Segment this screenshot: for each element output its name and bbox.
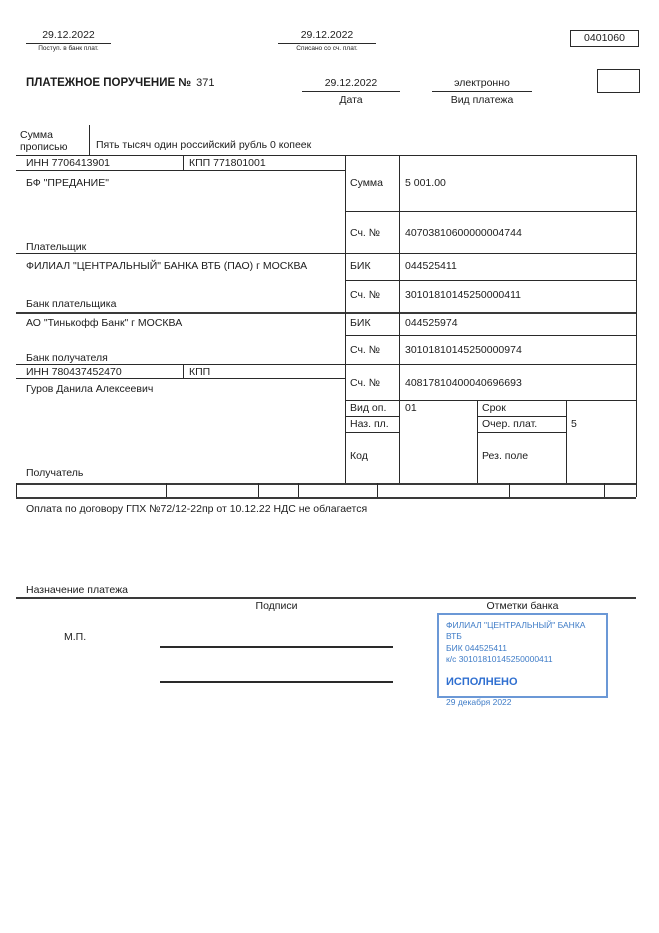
row-line xyxy=(345,416,399,417)
amount-words-divider xyxy=(89,125,90,155)
stamp-date: 29 декабря 2022 xyxy=(446,696,512,707)
signature-line-1 xyxy=(160,646,393,648)
date-debited-caption: Списано со сч. плат. xyxy=(296,45,358,52)
section-line xyxy=(16,497,636,499)
signatures-caption: Подписи xyxy=(255,600,298,612)
payment-type-underline xyxy=(432,91,532,92)
cell-divider xyxy=(16,483,17,497)
cell-divider xyxy=(298,483,299,497)
table-vertical xyxy=(566,400,567,483)
code-label: Код xyxy=(350,450,368,462)
cell-divider xyxy=(166,483,167,497)
row-line xyxy=(16,253,636,254)
payer-bank-bik: 044525411 xyxy=(405,260,457,272)
priority-label: Очер. плат. xyxy=(482,418,538,430)
payer-bank-caption: Банк плательщика xyxy=(26,298,117,310)
section-line xyxy=(16,483,636,485)
stamp-corr-account: к/с 30101810145250000411 xyxy=(446,654,553,665)
amount-value: 5 001.00 xyxy=(405,177,446,189)
payee-account-label: Сч. № xyxy=(350,377,381,389)
amount-in-words-label: Сумма прописью xyxy=(20,129,68,154)
bank-stamp xyxy=(437,613,608,707)
document-date-caption: Дата xyxy=(339,94,363,106)
payee-bank-caption: Банк получателя xyxy=(26,352,108,364)
row-line xyxy=(345,335,636,336)
amount-label: Сумма xyxy=(350,177,383,189)
table-vertical xyxy=(477,400,478,483)
payment-purpose-caption: Назначение платежа xyxy=(26,584,128,596)
inn-kpp-divider xyxy=(183,155,184,170)
payer-account: 40703810600000004744 xyxy=(405,227,522,239)
inn-kpp-divider xyxy=(183,364,184,378)
cell-divider xyxy=(377,483,378,497)
cell-divider xyxy=(258,483,259,497)
stamp-bank-name: ФИЛИАЛ "ЦЕНТРАЛЬНЫЙ" БАНКА ВТБ xyxy=(446,620,586,642)
stamp-status: ИСПОЛНЕНО xyxy=(446,675,518,688)
payer-bank-corr: 30101810145250000411 xyxy=(405,289,522,301)
payer-kpp: КПП 771801001 xyxy=(189,157,266,169)
priority-value: 5 xyxy=(571,418,577,430)
reserve-field-label: Рез. поле xyxy=(482,450,529,462)
row-line xyxy=(477,416,566,417)
table-vertical xyxy=(345,155,346,483)
payee-caption: Получатель xyxy=(26,467,84,479)
section-line xyxy=(16,597,636,599)
row-line xyxy=(16,378,345,379)
row-line xyxy=(345,280,636,281)
payee-bank-bik: 044525974 xyxy=(405,317,458,329)
stamp-bik: БИК 044525411 xyxy=(446,642,507,653)
date-debited-value: 29.12.2022 xyxy=(300,29,354,41)
document-title: ПЛАТЕЖНОЕ ПОРУЧЕНИЕ № xyxy=(26,77,192,89)
payer-inn: ИНН 7706413901 xyxy=(26,157,111,169)
document-number: 371 xyxy=(196,77,215,89)
payee-account: 40817810400040696693 xyxy=(405,377,522,389)
payer-bank-corr-label: Сч. № xyxy=(350,289,381,301)
date-received-caption: Поступ. в банк плат. xyxy=(38,45,99,52)
cell-divider xyxy=(636,483,637,497)
payee-bank-corr: 30101810145250000974 xyxy=(405,344,522,356)
term-label: Срок xyxy=(482,402,506,414)
row-line xyxy=(16,364,636,365)
section-line xyxy=(16,312,636,314)
payment-type-value: электронно xyxy=(454,77,510,89)
payer-caption: Плательщик xyxy=(26,241,87,253)
empty-code-box xyxy=(597,69,640,93)
payee-bank-bik-label: БИК xyxy=(350,317,371,329)
stamp-place-label: М.П. xyxy=(64,631,87,643)
payee-bank-name: АО "Тинькофф Банк" г МОСКВА xyxy=(26,317,183,329)
op-type-label: Вид оп. xyxy=(350,402,387,414)
table-vertical xyxy=(636,155,637,483)
payee-inn: ИНН 780437452470 xyxy=(26,366,122,378)
row-line xyxy=(16,155,636,156)
row-line xyxy=(345,400,636,401)
row-line xyxy=(477,432,566,433)
payer-account-label: Сч. № xyxy=(350,227,381,239)
date-received-value: 29.12.2022 xyxy=(42,29,95,41)
payee-bank-corr-label: Сч. № xyxy=(350,344,381,356)
form-code: 0401060 xyxy=(584,32,625,44)
payee-name: Гуров Данила Алексеевич xyxy=(26,383,154,395)
row-line xyxy=(16,170,345,171)
payer-bank-name: ФИЛИАЛ "ЦЕНТРАЛЬНЫЙ" БАНКА ВТБ (ПАО) г МОСКВА xyxy=(26,260,308,272)
payment-purpose-text: Оплата по договору ГПХ №72/12-22пр от 10.12.22 НДС не облагается xyxy=(26,503,368,515)
bank-marks-caption: Отметки банка xyxy=(486,600,559,612)
cell-divider xyxy=(509,483,510,497)
op-type-value: 01 xyxy=(405,402,417,414)
row-line xyxy=(345,432,399,433)
date-received-underline xyxy=(26,43,111,44)
cell-divider xyxy=(604,483,605,497)
payer-bank-bik-label: БИК xyxy=(350,260,371,272)
signature-line-2 xyxy=(160,681,393,683)
document-date-underline xyxy=(302,91,400,92)
payment-type-caption: Вид платежа xyxy=(450,94,514,106)
purpose-code-label: Наз. пл. xyxy=(350,418,389,430)
amount-in-words: Пять тысяч один российский рубль 0 копеек xyxy=(96,139,312,151)
table-vertical xyxy=(399,155,400,483)
payee-kpp: КПП xyxy=(189,366,211,378)
form-code-box xyxy=(570,30,639,47)
row-line xyxy=(345,211,636,212)
payer-name: БФ "ПРЕДАНИЕ" xyxy=(26,177,109,189)
document-date: 29.12.2022 xyxy=(324,77,378,89)
date-debited-underline xyxy=(278,43,376,44)
